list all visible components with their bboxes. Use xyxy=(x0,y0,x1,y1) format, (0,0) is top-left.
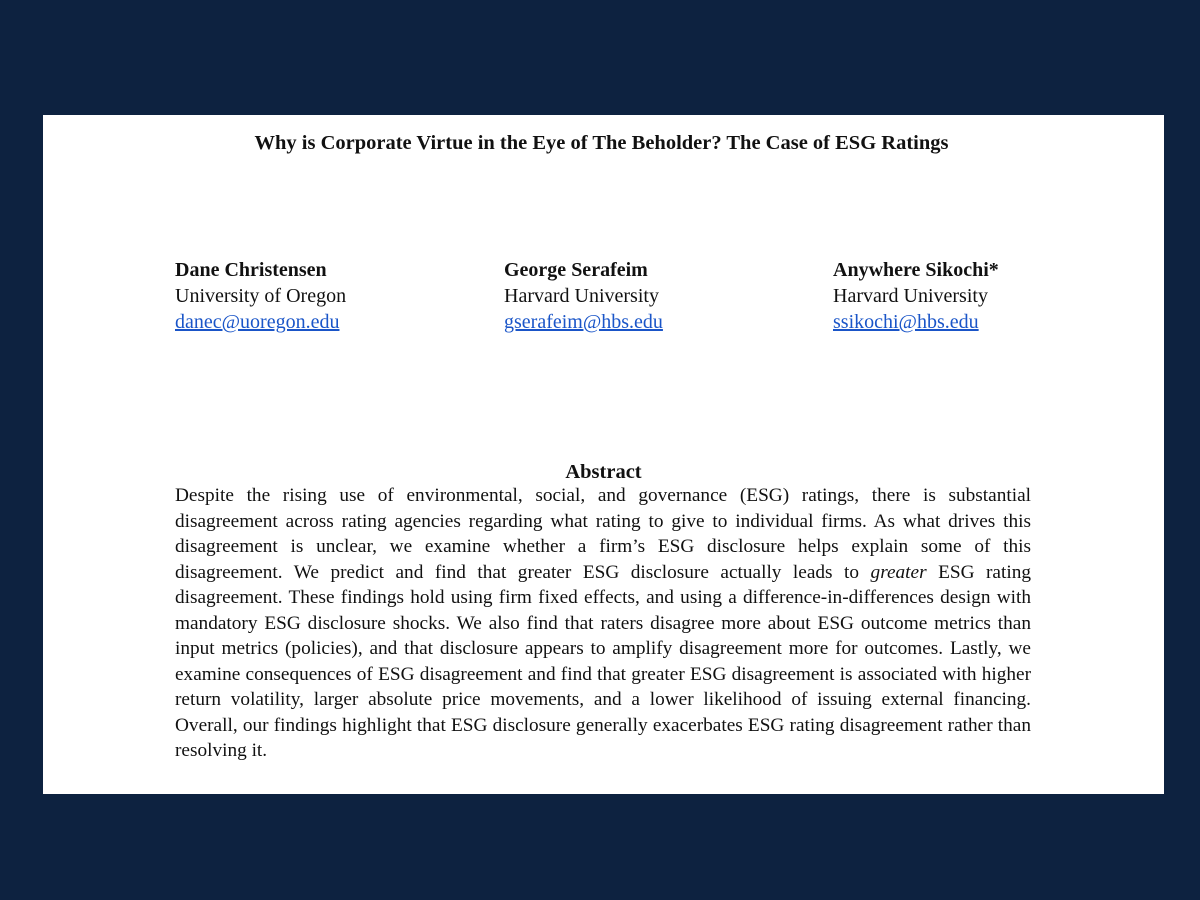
abstract-heading: Abstract xyxy=(565,461,642,483)
author-block xyxy=(175,257,346,335)
abstract-body xyxy=(175,483,1031,764)
author-institution: University of Oregon xyxy=(175,285,347,307)
abstract-emphasis: greater xyxy=(870,561,927,583)
abstract-text-start: Despite the rising use of environmental, social, and governance (ESG) ratings, there is substantial disagreement across rating agencies regarding what rating to give to individual firms. As what drives this disagreement is unclear, we examine whether a firm’s ESG disclosure helps explain some of this disagreement. We predict and find that greater ESG disclosure actually leads to xyxy=(175,485,1031,583)
author-institution: Harvard University xyxy=(504,285,659,307)
abstract-text-end: ESG rating disagreement. These findings hold using firm fixed effects, and using a difference-in-differences design with mandatory ESG disclosure shocks. We also find that raters disagree more about ESG outcome metrics than input metrics (policies), and that disclosure appears to amplify disagreement more for outcomes. Lastly, we examine consequences of ESG disagreement and find that greater ESG disagreement is associated with higher return volatility, larger absolute price movements, and a lower likelihood of issuing external financing. Overall, our findings highlight that ESG disclosure generally exacerbates ESG rating disagreement rather than resolving it. xyxy=(175,561,1031,761)
paper-page xyxy=(43,115,1164,794)
author-block xyxy=(833,257,999,335)
author-email-link[interactable]: danec@uoregon.edu xyxy=(175,311,340,333)
author-email-link[interactable]: gserafeim@hbs.edu xyxy=(504,311,663,333)
paper-title: Why is Corporate Virtue in the Eye of The Beholder? The Case of ESG Ratings xyxy=(254,132,949,154)
author-institution: Harvard University xyxy=(833,285,988,307)
author-name: Dane Christensen xyxy=(175,259,327,281)
author-email-link[interactable]: ssikochi@hbs.edu xyxy=(833,311,979,333)
author-name: Anywhere Sikochi* xyxy=(833,259,999,281)
author-block xyxy=(504,257,663,335)
author-name: George Serafeim xyxy=(504,259,648,281)
